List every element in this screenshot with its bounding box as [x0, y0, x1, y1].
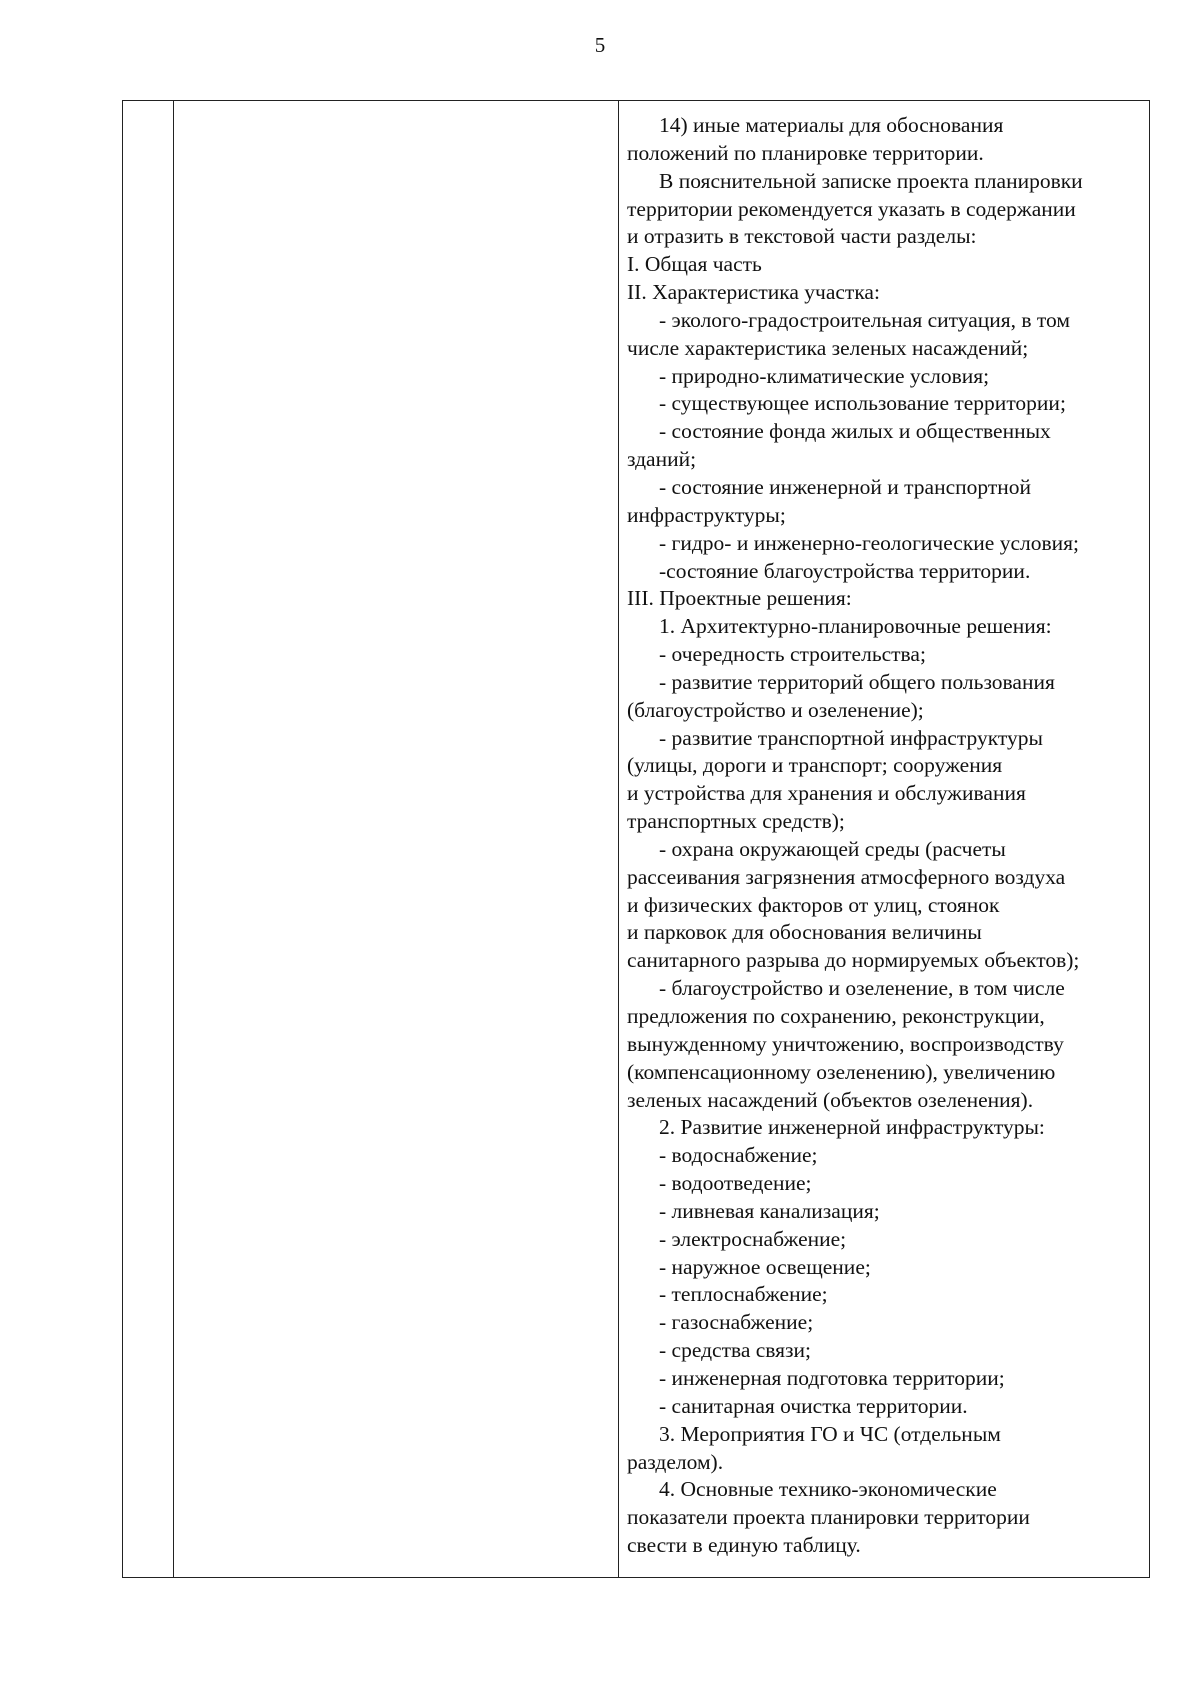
- text-line: и отразить в текстовой части разделы:: [627, 224, 977, 249]
- text-line: - развитие транспортной инфраструктуры: [659, 725, 1043, 750]
- text-line: - благоустройство и озеленение, в том числе: [659, 976, 1065, 1001]
- table-column-divider: [618, 101, 619, 1577]
- text-line: показатели проекта планировки территории: [627, 1505, 1030, 1530]
- text-line: предложения по сохранению, реконструкции,: [627, 1004, 1045, 1028]
- text-line: и физических факторов от улиц, стоянок: [627, 892, 1000, 917]
- text-line: I. Общая часть: [627, 252, 762, 277]
- text-line: зеленых насаждений (объектов озеленения).: [627, 1087, 1034, 1112]
- text-line: положений по планировке территории.: [627, 140, 984, 165]
- text-line: свести в единую таблицу.: [627, 1533, 861, 1558]
- text-line: -состояние благоустройства территории.: [659, 558, 1031, 583]
- text-line: - электроснабжение;: [659, 1226, 847, 1251]
- text-line: - природно-климатические условия;: [659, 363, 990, 388]
- text-line: - водоотведение;: [659, 1171, 812, 1196]
- text-line: числе характеристика зеленых насаждений;: [627, 335, 1029, 360]
- text-line: (благоустройство и озеленение);: [627, 697, 924, 722]
- text-line: рассеивания загрязнения атмосферного воздуха: [627, 864, 1066, 889]
- text-line: - очередность строительства;: [659, 642, 926, 667]
- text-line: 14) иные материалы для обоснования: [659, 113, 1004, 137]
- text-line: (улицы, дороги и транспорт; сооружения: [627, 753, 1003, 778]
- text-line: - гидро- и инженерно-геологические условия;: [659, 530, 1079, 555]
- text-line: инфраструктуры;: [627, 502, 786, 527]
- text-line: - ливневая канализация;: [659, 1198, 880, 1223]
- text-line: - инженерная подготовка территории;: [659, 1365, 1005, 1390]
- text-line: - состояние инженерной и транспортной: [659, 474, 1031, 499]
- text-line: В пояснительной записке проекта планировки: [659, 168, 1083, 193]
- text-line: вынужденному уничтожению, воспроизводству: [627, 1031, 1064, 1056]
- text-line: - теплоснабжение;: [659, 1282, 828, 1307]
- text-line: - санитарная очистка территории.: [659, 1393, 968, 1418]
- text-line: - средства связи;: [659, 1338, 812, 1363]
- text-line: 3. Мероприятия ГО и ЧС (отдельным: [659, 1421, 1001, 1446]
- document-table: [122, 100, 1150, 1578]
- text-line: - газоснабжение;: [659, 1310, 814, 1335]
- text-line: - наружное освещение;: [659, 1254, 871, 1279]
- text-line: 1. Архитектурно-планировочные решения:: [659, 614, 1052, 639]
- page-number: 5: [594, 33, 606, 57]
- text-line: транспортных средств);: [627, 809, 845, 834]
- text-line: 4. Основные технико-экономические: [659, 1477, 997, 1502]
- text-line: - водоснабжение;: [659, 1143, 818, 1168]
- text-line: 2. Развитие инженерной инфраструктуры:: [659, 1115, 1045, 1140]
- table-column-divider: [173, 101, 174, 1577]
- text-line: и устройства для хранения и обслуживания: [627, 781, 1026, 806]
- text-line: - эколого-градостроительная ситуация, в том: [659, 307, 1070, 332]
- text-line: зданий;: [627, 447, 697, 472]
- text-line: санитарного разрыва до нормируемых объектов);: [627, 948, 1080, 973]
- text-line: разделом).: [627, 1449, 724, 1474]
- text-line: III. Проектные решения:: [627, 586, 852, 611]
- text-line: - существующее использование территории;: [659, 391, 1066, 416]
- text-line: территории рекомендуется указать в содержании: [627, 196, 1076, 221]
- text-line: II. Характеристика участка:: [627, 280, 880, 305]
- table-cell-requirements-text: [627, 112, 1147, 1560]
- text-line: - состояние фонда жилых и общественных: [659, 419, 1051, 444]
- text-line: - развитие территорий общего пользования: [659, 669, 1055, 694]
- text-line: и парковок для обоснования величины: [627, 920, 982, 945]
- text-line: - охрана окружающей среды (расчеты: [659, 836, 1006, 861]
- text-line: (компенсационному озеленению), увеличению: [627, 1059, 1056, 1084]
